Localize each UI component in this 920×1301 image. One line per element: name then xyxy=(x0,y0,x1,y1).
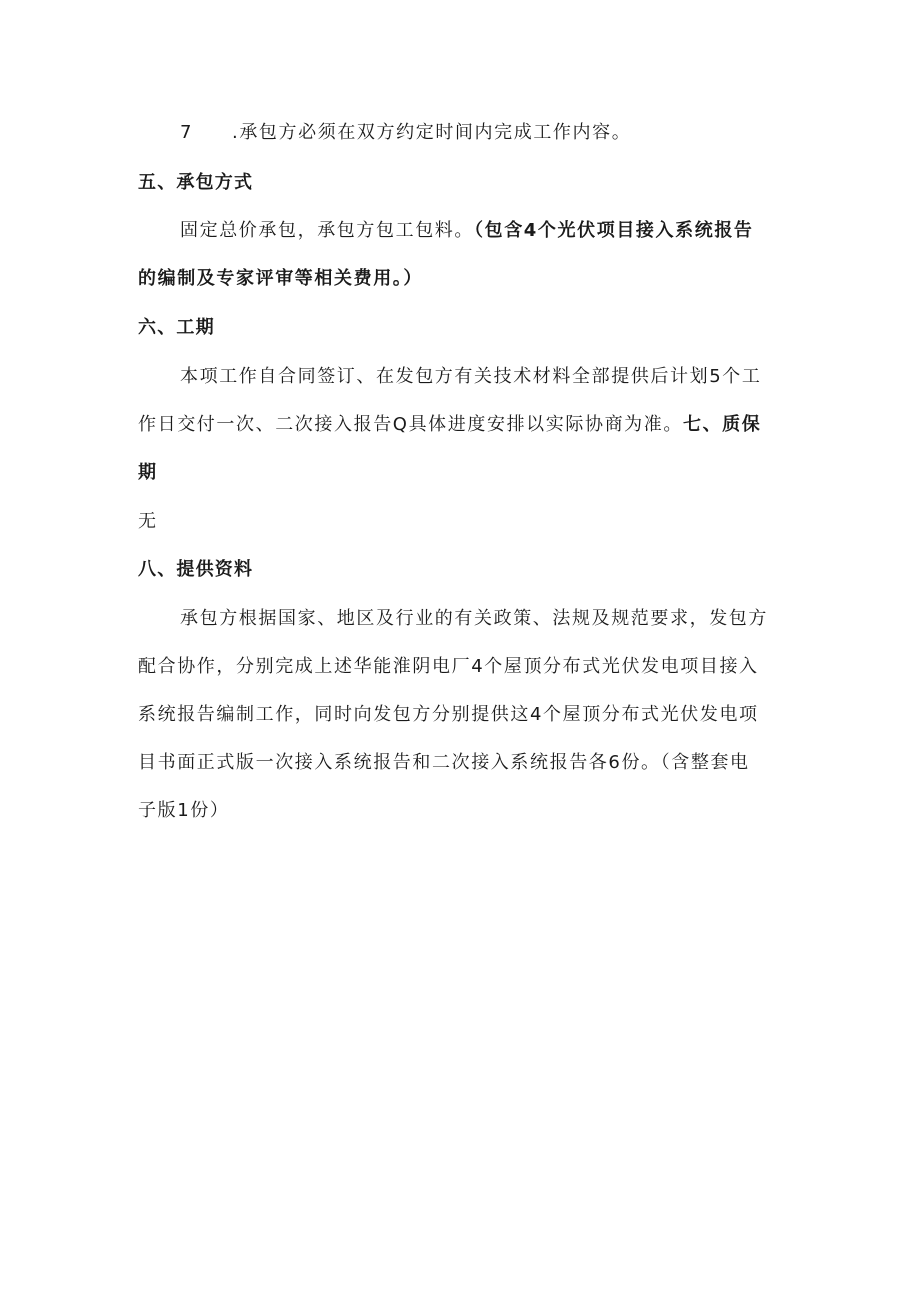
section-8-paragraph-line-5: 子版1份） xyxy=(138,800,230,821)
section-7-heading-part-2: 期 xyxy=(138,462,158,483)
item-text: .承包方必须在双方约定时间内完成工作内容。 xyxy=(232,122,632,143)
section-5-heading: 五、承包方式 xyxy=(138,172,254,193)
section-6-heading: 六、工期 xyxy=(138,317,215,338)
section-8-heading: 八、提供资料 xyxy=(138,559,254,580)
section-7-heading-part-1: 七、质保 xyxy=(682,414,762,435)
section-5-text: 固定总价承包，承包方包工包料。 xyxy=(180,220,474,241)
item-number: 7 xyxy=(180,122,192,143)
section-5-paragraph-line-1 xyxy=(180,219,754,243)
section-8-paragraph-line-2: 配合协作，分别完成上述华能淮阴电厂4个屋顶分布式光伏发电项目接入 xyxy=(138,656,759,677)
section-6-paragraph-line-1: 本项工作自合同签订、在发包方有关技术材料全部提供后计划5个工 xyxy=(180,366,762,387)
section-7-body: 无 xyxy=(138,511,158,532)
section-5-bold-note: （包含4个光伏项目接入系统报告 xyxy=(474,220,754,241)
section-8-paragraph-line-4: 目书面正式版一次接入系统报告和二次接入系统报告各6份。（含整套电 xyxy=(138,752,750,773)
section-8-paragraph-line-3: 系统报告编制工作，同时向发包方分别提供这4个屋顶分布式光伏发电项 xyxy=(138,704,759,725)
section-6-text: 作日交付一次、二次接入报告Q具体进度安排以实际协商为准。 xyxy=(138,414,683,435)
item-7 xyxy=(180,121,631,145)
section-8-paragraph-line-1: 承包方根据国家、地区及行业的有关政策、法规及规范要求，发包方 xyxy=(180,608,768,629)
section-6-paragraph-line-2 xyxy=(138,413,761,437)
section-5-paragraph-line-2: 的编制及专家评审等相关费用。） xyxy=(138,268,423,289)
